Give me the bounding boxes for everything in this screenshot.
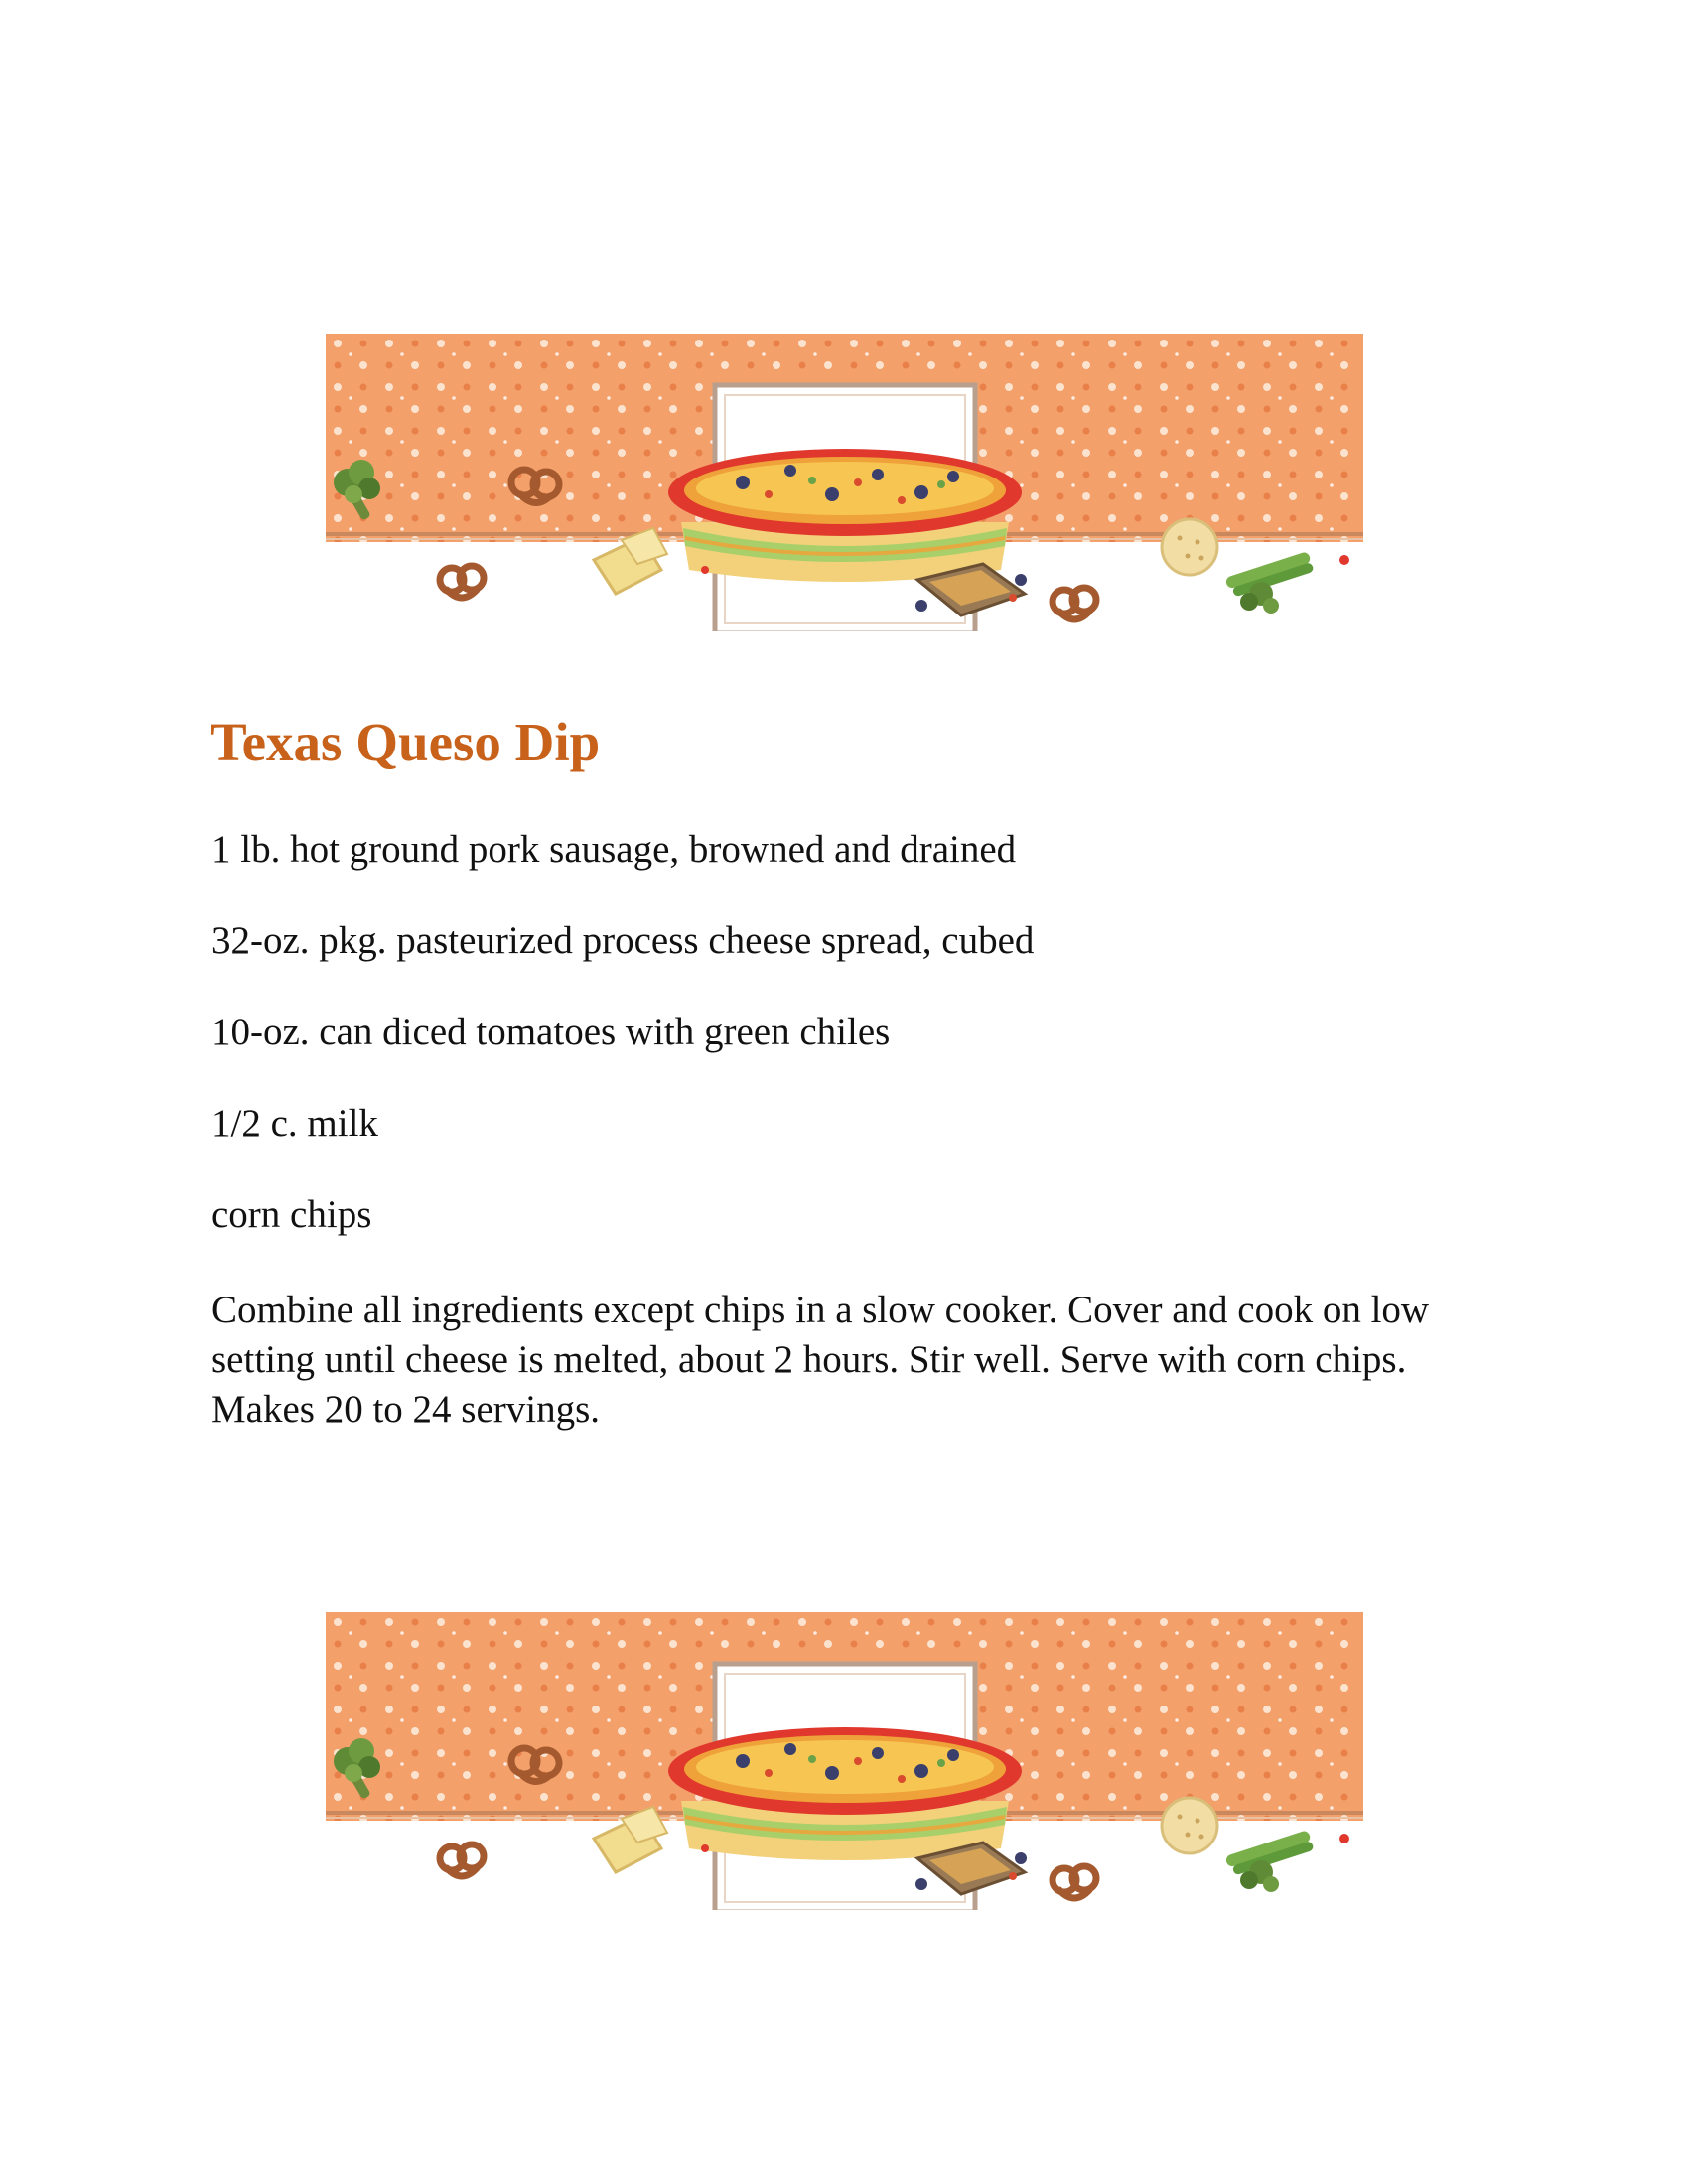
- casserole-dish-icon: [668, 1727, 1022, 1860]
- top-banner: [326, 334, 1363, 631]
- banner-illustration: [326, 334, 1363, 631]
- pretzel-icon: [1053, 588, 1096, 619]
- ingredient-item: corn chips: [211, 1193, 372, 1236]
- ingredient-item: 1/2 c. milk: [211, 1102, 378, 1145]
- recipe-directions: Combine all ingredients except chips in a slow cooker. Cover and cook on low setting until cheese is melted, about 2 hours. Stir well. Serve with corn chips. Makes 20 to 24 servings.: [211, 1289, 1430, 1431]
- green-onion-icon: [1224, 1830, 1314, 1892]
- ingredient-list: [211, 826, 1502, 1283]
- pretzel-icon: [440, 1844, 484, 1876]
- green-onion-icon: [1224, 551, 1314, 614]
- bottom-banner: [326, 1612, 1363, 1910]
- ingredient-item: 1 lb. hot ground pork sausage, browned and drained: [211, 828, 1017, 871]
- round-cracker-icon: [1162, 1798, 1217, 1853]
- pretzel-icon: [1053, 1866, 1096, 1898]
- casserole-dish-icon: [668, 449, 1022, 582]
- recipe-title: Texas Queso Dip: [211, 712, 601, 772]
- banner-illustration: [326, 1612, 1363, 1910]
- round-cracker-icon: [1162, 519, 1217, 575]
- ingredient-item: 32-oz. pkg. pasteurized process cheese spread, cubed: [211, 919, 1035, 962]
- pretzel-icon: [440, 566, 484, 598]
- ingredient-item: 10-oz. can diced tomatoes with green chiles: [211, 1011, 891, 1053]
